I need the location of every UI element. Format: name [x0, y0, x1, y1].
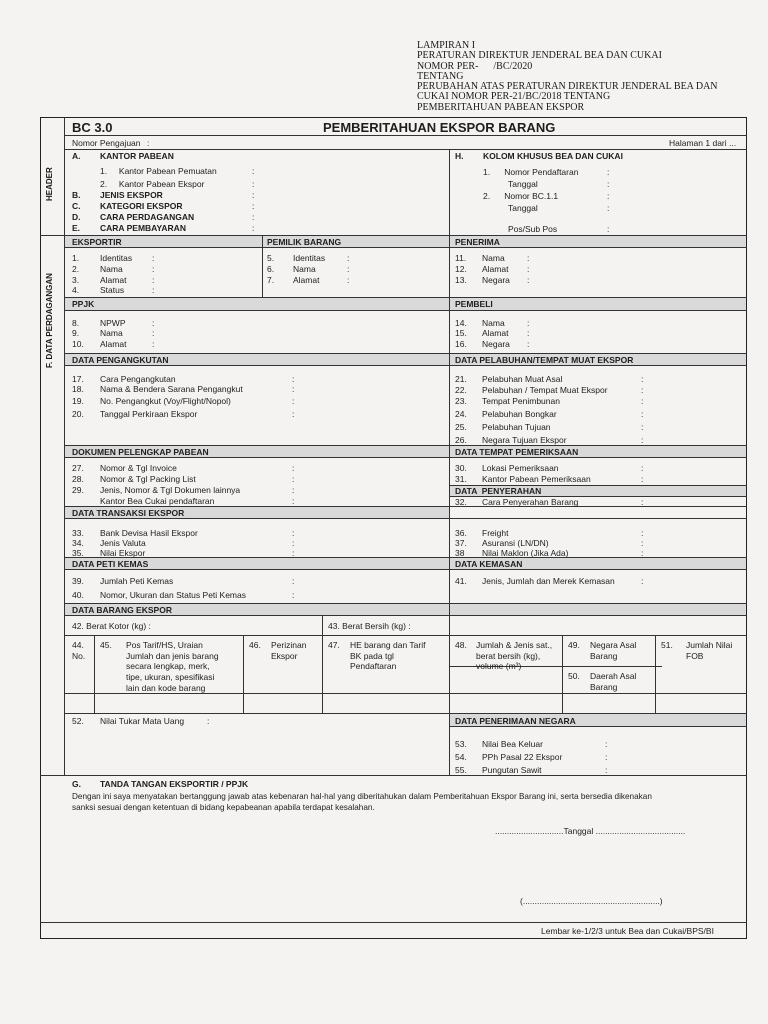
colon: :: [641, 385, 644, 395]
field-label-f52: Nilai Tukar Mata Uang: [100, 716, 185, 726]
col47-num: 47.: [328, 640, 340, 650]
barang-heading: DATA BARANG EKSPOR: [72, 605, 172, 615]
colon: :: [607, 224, 610, 234]
field-number: 37.: [455, 538, 467, 548]
field-number: 7.: [267, 275, 275, 285]
colon: :: [292, 590, 295, 600]
field-label-f8: NPWP: [100, 318, 126, 328]
field-number: 14.: [455, 318, 467, 328]
form-title: PEMBERITAHUAN EKSPOR BARANG: [323, 120, 556, 135]
field-number: 36.: [455, 528, 467, 538]
field-number: 27.: [72, 463, 84, 473]
e-num: E.: [72, 223, 81, 233]
colon: :: [605, 752, 608, 762]
field-label-f34: Jenis Valuta: [100, 538, 146, 548]
h-num: H.: [455, 151, 464, 161]
field-number: 41.: [455, 576, 467, 586]
col46-num: 46.: [249, 640, 261, 650]
field-label-f21: Pelabuhan Muat Asal: [482, 374, 563, 384]
field-label-f7: Alamat: [293, 275, 320, 285]
field-label-f38: Nilai Maklon (Jika Ada): [482, 548, 569, 558]
col50-line: Daerah Asal: [590, 671, 637, 681]
field-label-f19: No. Pengangkut (Voy/Flight/Nopol): [100, 396, 231, 406]
field-number: 31.: [455, 474, 467, 484]
colon: :: [252, 190, 255, 200]
field-number: 19.: [72, 396, 84, 406]
field-number: 24.: [455, 409, 467, 419]
field-label-f4: Status: [100, 285, 125, 295]
pos-label: Pos/Sub Pos: [508, 224, 558, 234]
colon: :: [527, 318, 530, 328]
colon: :: [292, 463, 295, 473]
colon: :: [641, 422, 644, 432]
colon: :: [527, 253, 530, 263]
colon: :: [527, 275, 530, 285]
field-label-f53: Nilai Bea Keluar: [482, 739, 543, 749]
col45-line: secara lengkap, merk,: [126, 661, 210, 671]
colon: :: [641, 396, 644, 406]
field-number: 55.: [455, 765, 467, 775]
field-label-f25: Pelabuhan Tujuan: [482, 422, 551, 432]
pelabuhan-heading: DATA PELABUHAN/TEMPAT MUAT EKSPOR: [455, 355, 634, 365]
field-number: 28.: [72, 474, 84, 484]
colon: :: [152, 253, 155, 263]
field-number: 3.: [72, 275, 80, 285]
field-label-f55: Pungutan Sawit: [482, 765, 542, 775]
field-label-f14: Nama: [482, 318, 505, 328]
lembar-label: Lembar ke-1/2/3 untuk Bea dan Cukai/BPS/BI: [541, 926, 714, 936]
pengangkutan-heading: DATA PENGANGKUTAN: [72, 355, 169, 365]
colon: :: [527, 328, 530, 338]
b-num: B.: [72, 190, 81, 200]
col47-line: Pendaftaran: [350, 661, 397, 671]
field-number: 26.: [455, 435, 467, 445]
field-number: 17.: [72, 374, 84, 384]
c-num: C.: [72, 201, 81, 211]
statement-line: sanksi sesuai dengan ketentuan di bidang kepabeanan apabila terdapat kesalahan.: [72, 803, 375, 812]
field-label-f36: Freight: [482, 528, 509, 538]
colon: :: [292, 576, 295, 586]
pembeli-bar: [450, 298, 746, 310]
col49-num: 49.: [568, 640, 580, 650]
colon: :: [641, 374, 644, 384]
field-label-f15: Alamat: [482, 328, 509, 338]
colon: :: [641, 463, 644, 473]
field-number: 5.: [267, 253, 275, 263]
lampiran-line: NOMOR PER- /BC/2020: [417, 60, 533, 72]
field-number: 33.: [72, 528, 84, 538]
col45-line: Jumlah dan jenis barang: [126, 651, 219, 661]
colon: :: [292, 409, 295, 419]
colon: :: [527, 339, 530, 349]
tanda-tangan-label: TANDA TANGAN EKSPORTIR / PPJK: [100, 779, 249, 789]
transaksi-heading: DATA TRANSAKSI EKSPOR: [72, 508, 185, 518]
colon: :: [292, 485, 295, 495]
col46-line: Ekspor: [271, 651, 298, 661]
lampiran-line: PEMBERITAHUAN PABEAN EKSPOR: [417, 101, 585, 113]
field-number: 11.: [455, 253, 467, 263]
colon: :: [252, 212, 255, 222]
field-number: 2.: [72, 264, 80, 274]
place-date-field: .............................Tanggal ......................................: [495, 826, 686, 836]
colon: :: [252, 201, 255, 211]
field-label-f16: Negara: [482, 339, 510, 349]
col46-line: Perizinan: [271, 640, 307, 650]
colon: :: [347, 275, 350, 285]
cara-perdagangan-label: CARA PERDAGANGAN: [100, 212, 195, 222]
colon: :: [292, 384, 295, 394]
field-label-f23: Tempat Penimbunan: [482, 396, 560, 406]
colon: :: [607, 179, 610, 189]
colon: :: [641, 528, 644, 538]
field-number: 25.: [455, 422, 467, 432]
colon: :: [605, 765, 608, 775]
col44-num: 44.: [72, 640, 84, 650]
colon: :: [147, 138, 150, 148]
kolom-khusus-label: KOLOM KHUSUS BEA DAN CUKAI: [483, 151, 623, 161]
field-number: 15.: [455, 328, 467, 338]
tanggal-label: Tanggal: [508, 179, 538, 189]
lampiran-line: PERATURAN DIREKTUR JENDERAL BEA DAN CUKAI: [417, 50, 662, 62]
penyerahan-heading: DATA PENYERAHAN: [455, 486, 542, 496]
peti-heading: DATA PETI KEMAS: [72, 559, 149, 569]
colon: :: [292, 548, 295, 558]
col48-line: Jumlah & Jenis sat.,: [476, 640, 553, 650]
colon: :: [641, 538, 644, 548]
colon: :: [292, 538, 295, 548]
col50-num: 50.: [568, 671, 580, 681]
colon: :: [252, 179, 255, 189]
lampiran-line: CUKAI NOMOR PER-21/BC/2018 TENTANG: [417, 91, 611, 103]
field-label-f41: Jenis, Jumlah dan Merek Kemasan: [482, 576, 615, 586]
field-number: 21.: [455, 374, 467, 384]
field-label-f11: Nama: [482, 253, 505, 263]
colon: :: [347, 253, 350, 263]
field-number: 4.: [72, 285, 80, 295]
nomor-pengajuan-label: Nomor Pengajuan: [72, 138, 141, 148]
colon: :: [641, 409, 644, 419]
colon: :: [641, 548, 644, 558]
nomor-pendaftaran-label: 1. Nomor Pendaftaran: [483, 167, 579, 177]
field-label-f6: Nama: [293, 264, 316, 274]
g-num: G.: [72, 779, 81, 789]
kemasan-heading: DATA KEMASAN: [455, 559, 523, 569]
field-number: 53.: [455, 739, 467, 749]
field-label-f22: Pelabuhan / Tempat Muat Ekspor: [482, 385, 608, 395]
side-f-label: F. DATA PERDAGANGAN: [45, 273, 54, 368]
col44-label: No.: [72, 651, 86, 661]
field-label-f28: Nomor & Tgl Packing List: [100, 474, 196, 484]
col49-line: Negara Asal: [590, 640, 637, 650]
d-num: D.: [72, 212, 81, 222]
side-header-label: HEADER: [45, 167, 54, 201]
col45-line: lain dan kode barang: [126, 683, 206, 693]
lampiran-line: PERUBAHAN ATAS PERATURAN DIREKTUR JENDERAL BEA DAN: [417, 81, 718, 93]
eksportir-heading: EKSPORTIR: [72, 237, 122, 247]
colon: :: [152, 339, 155, 349]
col45-num: 45.: [100, 640, 112, 650]
field-label-f33: Bank Devisa Hasil Ekspor: [100, 528, 198, 538]
field-number: 54.: [455, 752, 467, 762]
field-number: 35.: [72, 548, 84, 558]
lampiran-header: [417, 41, 762, 113]
col49-line: Barang: [590, 651, 618, 661]
field-label-f17: Cara Pengangkutan: [100, 374, 176, 384]
statement-line: Dengan ini saya menyatakan bertanggung jawab atas kebenaran hal-hal yang diberitahukan dalam Pemberitahuan Ekspor Barang ini, serta bersedia dikenakan: [72, 792, 652, 801]
colon: :: [641, 435, 644, 445]
kategori-ekspor-label: KATEGORI EKSPOR: [100, 201, 183, 211]
colon: :: [641, 576, 644, 586]
col47-line: BK pada tgl: [350, 651, 394, 661]
field-number: 30.: [455, 463, 467, 473]
colon: :: [292, 528, 295, 538]
tanggal-label: Tanggal: [508, 203, 538, 213]
field-label-f30: Lokasi Pemeriksaan: [482, 463, 559, 473]
lampiran-line: TENTANG: [417, 70, 464, 82]
penerima-heading: PENERIMA: [455, 237, 500, 247]
field-label-f26: Negara Tujuan Ekspor: [482, 435, 567, 445]
form-code: BC 3.0: [72, 120, 113, 135]
colon: :: [292, 496, 295, 506]
col50-line: Barang: [590, 682, 618, 692]
jenis-ekspor-label: JENIS EKSPOR: [100, 190, 163, 200]
field-label-f32: Cara Penyerahan Barang: [482, 497, 579, 507]
pembeli-heading: PEMBELI: [455, 299, 493, 309]
field-label-f39: Jumlah Peti Kemas: [100, 576, 174, 586]
col51-line: FOB: [686, 651, 704, 661]
kantor-pemuatan-label: 1. Kantor Pabean Pemuatan: [100, 166, 217, 176]
colon: :: [292, 396, 295, 406]
pemilik-heading: PEMILIK BARANG: [267, 237, 342, 247]
field-label-f20: Tanggal Perkiraan Ekspor: [100, 409, 198, 419]
nomor-bc11-label: 2. Nomor BC.1.1: [483, 191, 559, 201]
ppjk-bar: [64, 298, 449, 310]
field-number: 32.: [455, 497, 467, 507]
field-label-f40: Nomor, Ukuran dan Status Peti Kemas: [100, 590, 246, 600]
field-label-f1: Identitas: [100, 253, 133, 263]
col48-num: 48.: [455, 640, 467, 650]
field-number: 20.: [72, 409, 84, 419]
tempat-periksa-heading: DATA TEMPAT PEMERIKSAAN: [455, 447, 579, 457]
colon: :: [605, 739, 608, 749]
field-number: 38: [455, 548, 465, 558]
field-label-f5: Identitas: [293, 253, 326, 263]
penerimaan-heading: DATA PENERIMAAN NEGARA: [455, 716, 576, 726]
colon: :: [152, 264, 155, 274]
colon: :: [292, 474, 295, 484]
dokumen-heading: DOKUMEN PELENGKAP PABEAN: [72, 447, 209, 457]
ppjk-heading: PPJK: [72, 299, 95, 309]
signature-field: (..........................................................): [520, 896, 663, 906]
field-label-f2: Nama: [100, 264, 123, 274]
colon: :: [347, 264, 350, 274]
colon: :: [641, 497, 644, 507]
colon: :: [252, 166, 255, 176]
field-number: 39.: [72, 576, 84, 586]
field-label-f9: Nama: [100, 328, 123, 338]
field-number: 22.: [455, 385, 467, 395]
field-number: 16.: [455, 339, 467, 349]
colon: :: [607, 167, 610, 177]
colon: :: [152, 285, 155, 295]
field-label-f27: Nomor & Tgl Invoice: [100, 463, 177, 473]
field-label-f12: Alamat: [482, 264, 509, 274]
field-label-f13: Negara: [482, 275, 510, 285]
field-number: 52.: [72, 716, 84, 726]
field-number: 1.: [72, 253, 80, 263]
colon: :: [607, 203, 610, 213]
colon: :: [641, 474, 644, 484]
colon: :: [207, 716, 210, 726]
field-number: 13.: [455, 275, 467, 285]
colon: :: [152, 318, 155, 328]
colon: :: [252, 223, 255, 233]
field-label-f10: Alamat: [100, 339, 127, 349]
colon: :: [152, 275, 155, 285]
cara-pembayaran-label: CARA PEMBAYARAN: [100, 223, 186, 233]
field-number: 23.: [455, 396, 467, 406]
field-label-f29: Jenis, Nomor & Tgl Dokumen lainnya: [100, 485, 241, 495]
field-number: 8.: [72, 318, 80, 328]
field-label-f54: PPh Pasal 22 Ekspor: [482, 752, 563, 762]
kantor-ekspor-label: 2. Kantor Pabean Ekspor: [100, 179, 205, 189]
field-number: 10.: [72, 339, 84, 349]
halaman-label: Halaman 1 dari ...: [669, 138, 737, 148]
col48-line: volume (m³): [476, 661, 522, 671]
col45-line: Pos Tarif/HS, Uraian: [126, 640, 203, 650]
field-label-f18: Nama & Bendera Sarana Pengangkut: [100, 384, 243, 394]
field-label-f3: Alamat: [100, 275, 127, 285]
lampiran-line: LAMPIRAN I: [417, 40, 476, 51]
field-number: 12.: [455, 264, 467, 274]
field-number: 9.: [72, 328, 80, 338]
a-num: A.: [72, 151, 81, 161]
colon: :: [292, 374, 295, 384]
field-label-f37: Asuransi (LN/DN): [482, 538, 549, 548]
field-number: 6.: [267, 264, 275, 274]
colon: :: [152, 328, 155, 338]
field-number: 18.: [72, 384, 84, 394]
kantor-pabean-label: KANTOR PABEAN: [100, 151, 174, 161]
field-number: 34.: [72, 538, 84, 548]
berat-kotor-label: 42. Berat Kotor (kg) :: [72, 621, 151, 631]
kantor-bea-cukai-label: Kantor Bea Cukai pendaftaran: [100, 496, 215, 506]
field-number: 29.: [72, 485, 84, 495]
field-number: 40.: [72, 590, 84, 600]
col47-line: HE barang dan Tarif: [350, 640, 426, 650]
col48-line: berat bersih (kg),: [476, 651, 541, 661]
colon: :: [607, 191, 610, 201]
col51-line: Jumlah Nilai: [686, 640, 733, 650]
field-label-f35: Nilai Ekspor: [100, 548, 146, 558]
col51-num: 51.: [661, 640, 673, 650]
col45-line: tipe, ukuran, spesifikasi: [126, 672, 215, 682]
colon: :: [527, 264, 530, 274]
field-label-f31: Kantor Pabean Pemeriksaan: [482, 474, 591, 484]
berat-bersih-label: 43. Berat Bersih (kg) :: [328, 621, 411, 631]
field-label-f24: Pelabuhan Bongkar: [482, 409, 557, 419]
